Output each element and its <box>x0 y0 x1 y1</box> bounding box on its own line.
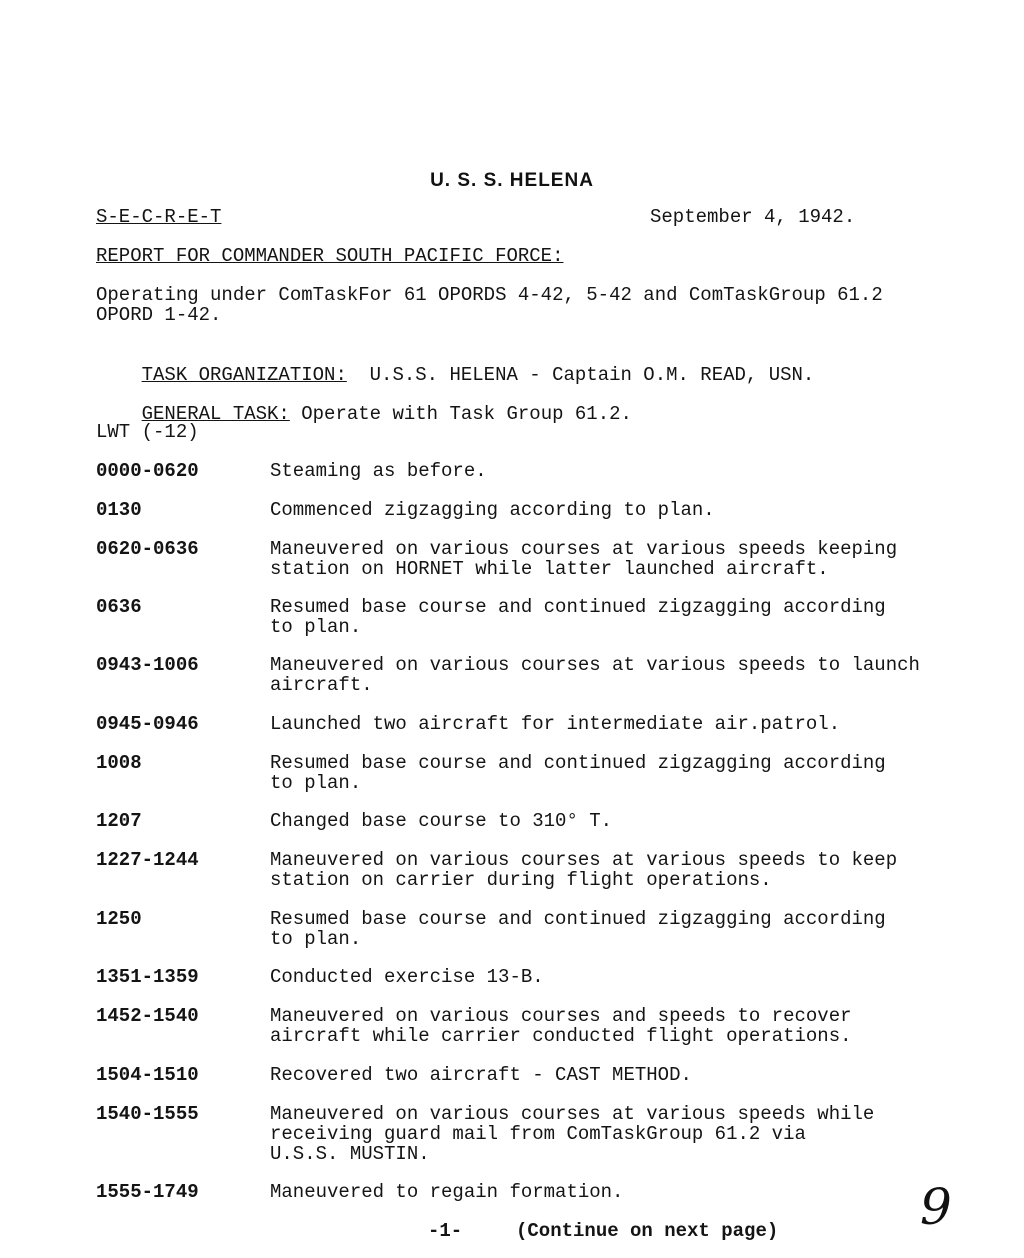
operating-orders-line-2: OPORD 1-42. <box>96 304 222 326</box>
report-date: September 4, 1942. <box>650 206 856 228</box>
continue-note: (Continue on next page) <box>516 1220 779 1242</box>
log-time: 1227-1244 <box>96 849 199 871</box>
handwritten-page-number: 9 <box>920 1178 952 1236</box>
log-entry: Changed base course to 310° T. <box>270 810 613 832</box>
task-organization-value: U.S.S. HELENA - Captain O.M. READ, USN. <box>369 364 815 386</box>
log-time: 0000-0620 <box>96 460 199 482</box>
log-entry: Conducted exercise 13-B. <box>270 966 544 988</box>
log-entry: Resumed base course and continued zigzagging according to plan. <box>270 908 886 950</box>
log-time: 1504-1510 <box>96 1064 199 1086</box>
log-time: 0636 <box>96 596 142 618</box>
ship-name-heading: U. S. S. HELENA <box>430 170 594 191</box>
log-time: 0945-0946 <box>96 713 199 735</box>
log-time: 1452-1540 <box>96 1005 199 1027</box>
log-time: 1250 <box>96 908 142 930</box>
general-task-value: Operate with Task Group 61.2. <box>301 403 632 425</box>
log-entry: Launched two aircraft for intermediate air.patrol. <box>270 713 841 735</box>
classification-marking: S-E-C-R-E-T <box>96 206 222 228</box>
page-number: -1- <box>428 1220 463 1242</box>
log-entry: Maneuvered to regain formation. <box>270 1181 624 1203</box>
log-entry: Steaming as before. <box>270 460 487 482</box>
log-time: 1008 <box>96 752 142 774</box>
operating-orders-line-1: Operating under ComTaskFor 61 OPORDS 4-42, 5-42 and ComTaskGroup 61.2 <box>96 284 883 306</box>
log-entry: Resumed base course and continued zigzagging according to plan. <box>270 752 886 794</box>
log-entry: Maneuvered on various courses and speeds to recover aircraft while carrier conducted flight operations. <box>270 1005 852 1047</box>
log-time: 0130 <box>96 499 142 521</box>
log-time: 1351-1359 <box>96 966 199 988</box>
general-task-label: GENERAL TASK: <box>141 403 290 425</box>
log-time: 1555-1749 <box>96 1181 199 1203</box>
log-entry: Maneuvered on various courses at various speeds to launch aircraft. <box>270 654 920 696</box>
task-organization-label: TASK ORGANIZATION: <box>141 364 347 386</box>
report-title: REPORT FOR COMMANDER SOUTH PACIFIC FORCE: <box>96 245 564 267</box>
time-zone-label: LWT (-12) <box>96 421 199 443</box>
log-time: 1540-1555 <box>96 1103 199 1125</box>
log-entry: Maneuvered on various courses at various speeds keeping station on HORNET while latter launched aircraft. <box>270 538 898 580</box>
log-entry: Recovered two aircraft - CAST METHOD. <box>270 1064 692 1086</box>
log-entry: Commenced zigzagging according to plan. <box>270 499 715 521</box>
log-time: 0620-0636 <box>96 538 199 560</box>
log-entry: Maneuvered on various courses at various speeds to keep station on carrier during flight operations. <box>270 849 898 891</box>
log-entry: Resumed base course and continued zigzagging according to plan. <box>270 596 886 638</box>
log-entry: Maneuvered on various courses at various speeds while receiving guard mail from ComTaskGroup 61.2 via U.S.S. MUSTIN. <box>270 1103 875 1165</box>
log-time: 0943-1006 <box>96 654 199 676</box>
log-time: 1207 <box>96 810 142 832</box>
